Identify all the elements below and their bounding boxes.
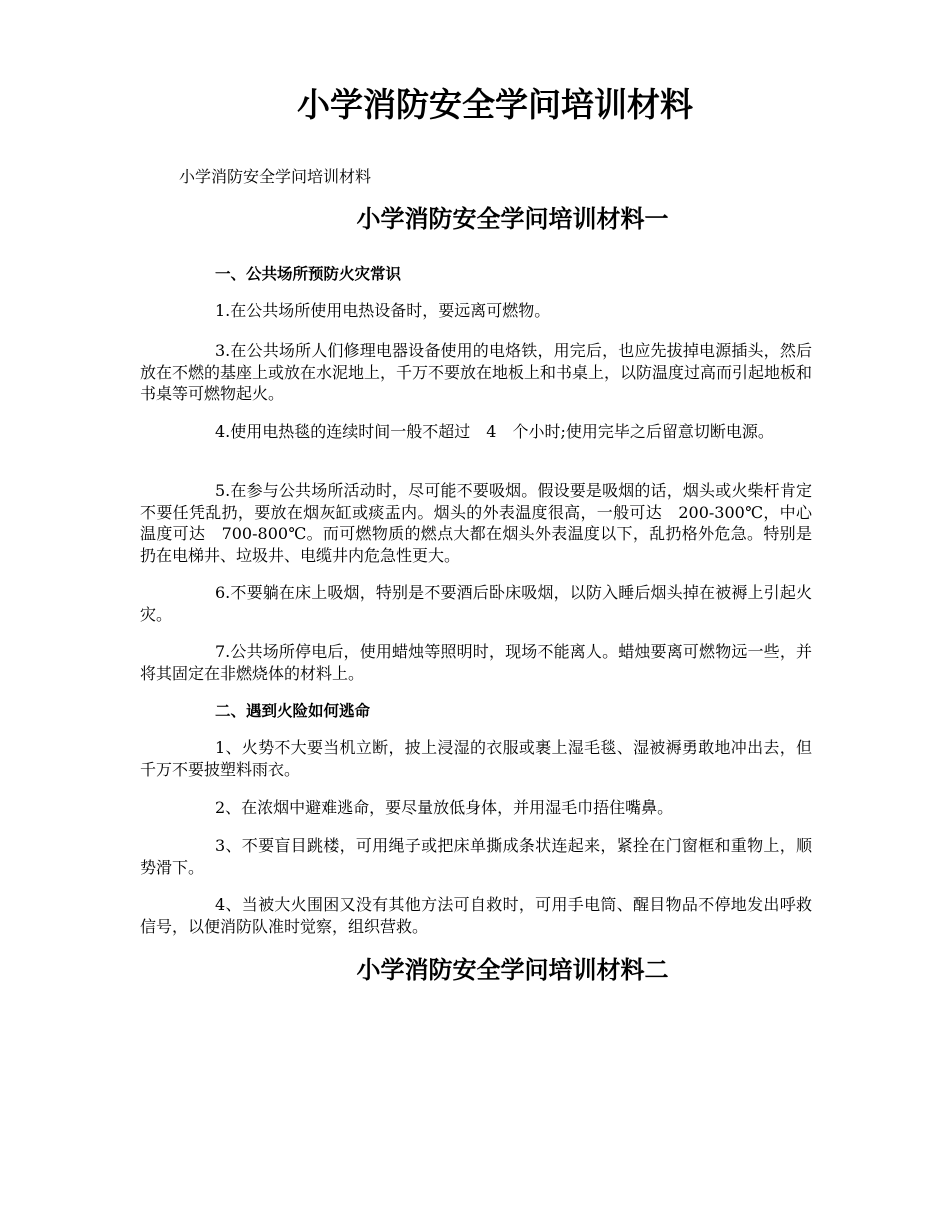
document-title: 小学消防安全学问培训材料 bbox=[297, 85, 693, 124]
paragraph-item: 3.在公共场所人们修理电器设备使用的电烙铁，用完后，也应先拔掉电源插头，然后放在不燃的基座上或放在水泥地上，千万不要放在地板上和书桌上，以防温度过高而引起地板和书桌等可燃物起火。 bbox=[140, 341, 813, 403]
paragraph-item: 6.不要躺在床上吸烟，特别是不要酒后卧床吸烟，以防入睡后烟头掉在被褥上引起火灾。 bbox=[140, 583, 812, 624]
paragraph-item: 5.在参与公共场所活动时，尽可能不要吸烟。假设要是吸烟的话，烟头或火柴杆肯定不要任凭乱扔，要放在烟灰缸或痰盂内。烟头的外表温度很高，一般可达 200-300℃，中心温度可达 700-800℃。而可燃物质的燃点大都在烟头外表温度以下，乱扔格外危急。特别是扔在电梯井、垃圾井、电缆井内危急性更大。 bbox=[140, 481, 812, 565]
section-heading-1: 小学消防安全学问培训材料一 bbox=[356, 205, 669, 233]
document-subtitle: 小学消防安全学问培训材料 bbox=[179, 167, 372, 186]
paragraph-item: 1、火势不大要当机立断，披上浸湿的衣服或裹上湿毛毯、湿被褥勇敢地冲出去，但千万不要披塑料雨衣。 bbox=[140, 738, 812, 779]
subheading-fire-prevention: 一、公共场所预防火灾常识 bbox=[215, 265, 402, 283]
paragraph-item: 4.使用电热毯的连续时间一般不超过 4 个小时;使用完毕之后留意切断电源。 bbox=[215, 422, 774, 441]
paragraph-item: 3、不要盲目跳楼，可用绳子或把床单撕成条状连起来，紧拴在门窗框和重物上，顺势滑下。 bbox=[140, 836, 812, 877]
subheading-escape: 二、遇到火险如何逃命 bbox=[215, 702, 371, 720]
paragraph-item: 4、当被大火围困又没有其他方法可自救时，可用手电筒、醒目物品不停地发出呼救信号，以便消防队准时觉察，组织营救。 bbox=[140, 895, 812, 936]
paragraph-item: 7.公共场所停电后，使用蜡烛等照明时，现场不能离人。蜡烛要离可燃物远一些，并将其固定在非燃烧体的材料上。 bbox=[140, 642, 812, 683]
paragraph-item: 2、在浓烟中避难逃命，要尽量放低身体，并用湿毛巾捂住嘴鼻。 bbox=[215, 798, 674, 817]
section-heading-2: 小学消防安全学问培训材料二 bbox=[356, 956, 669, 984]
paragraph-item: 1.在公共场所使用电热设备时，要远离可燃物。 bbox=[215, 301, 551, 320]
